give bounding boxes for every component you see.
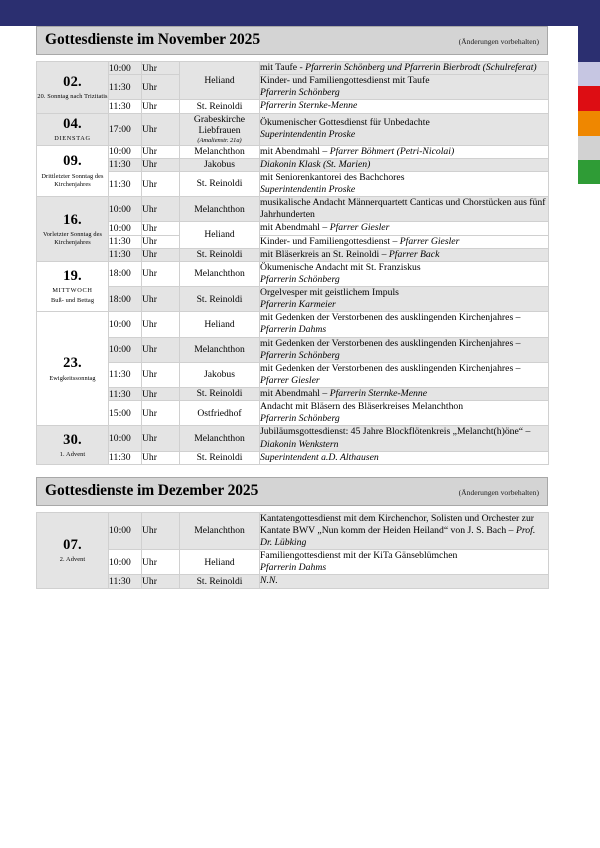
service-time: 10:00 [109,512,142,549]
service-description: Orgelvesper mit geistlichem Impuls Pfarrerin Karmeier [260,287,549,312]
schedule-section [0,26,578,465]
time-unit-label: Uhr [142,100,180,113]
service-location [180,451,260,464]
location-name: Heliand [204,75,235,87]
service-row [37,235,549,248]
time-unit-label: Uhr [142,362,180,387]
time-unit-label: Uhr [142,287,180,312]
service-time: 11:30 [109,75,142,100]
service-time: 11:30 [109,171,142,196]
section-title-text: Gottesdienste im Dezember 2025 [45,481,259,499]
time-unit-label: Uhr [142,426,180,451]
service-description: Andacht mit Bläsern des Bläserkreises Melanchthon Pfarrerin Schönberg [260,401,549,426]
date-day-number: 04. [63,115,82,132]
service-description: Kinder- und Familiengottesdienst mit Taufe Pfarrerin Schönberg [260,75,549,100]
service-row [37,197,549,222]
service-description: Ökumenische Andacht mit St. Franziskus Pfarrerin Schönberg [260,261,549,286]
service-location [180,312,260,337]
service-location [180,550,260,575]
service-description: musikalische Andacht Männerquartett Canticas und Chorstücken aus fünf Jahrhunderten [260,197,549,222]
time-unit-label: Uhr [142,248,180,261]
service-row [37,113,549,145]
service-location [180,158,260,171]
date-day-number: 07. [63,536,82,553]
service-description: Ökumenischer Gottesdienst für Unbedachte Superintendentin Proske [260,113,549,145]
date-cell [37,426,109,464]
location-name: Heliand [204,556,235,568]
service-location [180,337,260,362]
service-time: 11:30 [109,100,142,113]
service-time: 10:00 [109,222,142,235]
service-time: 10:00 [109,550,142,575]
service-location [180,222,260,248]
date-day-number: 02. [63,73,82,90]
service-location [180,145,260,158]
service-row [37,158,549,171]
service-description: N.N. [260,575,549,588]
service-location [180,388,260,401]
schedule-table [36,512,549,589]
time-unit-label: Uhr [142,235,180,248]
date-occasion-label: Vorletzter Sonntag des Kirchenjahres [42,230,103,246]
service-location [180,100,260,113]
service-description: Pfarrerin Sternke-Menne [260,100,549,113]
time-unit-label: Uhr [142,512,180,549]
swatch-navy [578,0,600,62]
service-time: 10:00 [109,197,142,222]
service-row [37,100,549,113]
top-bleed-band [0,0,600,26]
service-time: 17:00 [109,113,142,145]
service-time: 11:30 [109,451,142,464]
location-name: St. Reinoldi [196,249,243,261]
service-time: 11:30 [109,248,142,261]
service-time: 18:00 [109,261,142,286]
time-unit-label: Uhr [142,261,180,286]
schedule-table [36,61,549,465]
service-description: mit Taufe - Pfarrerin Schönberg und Pfarrerin Bierbrodt (Schulreferat) [260,62,549,75]
date-occasion-label: Ewigkeitssonntag [49,374,96,382]
date-cell [37,261,109,312]
location-name: Melanchthon [194,344,245,356]
service-description: Familiengottesdienst mit der KiTa Gänseblümchen Pfarrerin Dahms [260,550,549,575]
section-header [36,26,548,55]
service-time: 11:30 [109,158,142,171]
date-cell [37,113,109,145]
service-location [180,171,260,196]
swatch-green [578,160,600,184]
location-name: Grabeskirche Liebfrauen [193,113,246,136]
service-location [180,62,260,100]
time-unit-label: Uhr [142,62,180,75]
location-name: St. Reinoldi [196,575,243,587]
service-row [37,512,549,549]
service-time: 10:00 [109,145,142,158]
service-row [37,222,549,235]
service-location [180,362,260,387]
service-row [37,287,549,312]
location-name: Heliand [204,229,235,241]
time-unit-label: Uhr [142,388,180,401]
time-unit-label: Uhr [142,312,180,337]
service-location [180,113,260,145]
service-time: 11:30 [109,388,142,401]
date-cell [37,145,109,197]
time-unit-label: Uhr [142,197,180,222]
location-address: (Amalienstr. 21a) [197,137,242,145]
swatch-red [578,86,600,111]
service-row [37,248,549,261]
location-name: Jakobus [204,369,235,381]
service-row [37,337,549,362]
service-location [180,401,260,426]
date-weekday-label: DIENSTAG [54,135,91,143]
service-row [37,426,549,451]
date-occasion-label: 2. Advent [59,555,86,563]
service-row [37,388,549,401]
service-description: mit Seniorenkantorei des Bachchores Superintendentin Proske [260,171,549,196]
service-location [180,575,260,588]
service-location [180,248,260,261]
location-name: St. Reinoldi [196,293,243,305]
schedule-section [0,465,578,589]
service-row [37,75,549,100]
service-description: Kantatengottesdienst mit dem Kirchenchor, Solisten und Orchester zur Kantate BWV „Nun komm der Heiden Heiland“ von J. S. Bach – Prof. Dr. Lübking [260,512,549,549]
swatch-lavender [578,62,600,86]
sections-container [0,26,578,589]
service-location [180,512,260,549]
service-row [37,145,549,158]
section-spacer [0,465,578,477]
service-description: mit Gedenken der Verstorbenen des ausklingenden Kirchenjahres – Pfarrerin Dahms [260,312,549,337]
date-cell [37,512,109,588]
service-time: 11:30 [109,575,142,588]
time-unit-label: Uhr [142,75,180,100]
time-unit-label: Uhr [142,222,180,235]
service-description: mit Abendmahl – Pfarrer Böhmert (Petri-Nicolai) [260,145,549,158]
time-unit-label: Uhr [142,401,180,426]
service-row [37,451,549,464]
service-description: Diakonin Klask (St. Marien) [260,158,549,171]
time-unit-label: Uhr [142,145,180,158]
service-time: 11:30 [109,362,142,387]
location-name: Melanchthon [194,525,245,537]
section-header [36,477,548,506]
service-time: 10:00 [109,426,142,451]
service-time: 15:00 [109,401,142,426]
service-description: mit Abendmahl – Pfarrerin Sternke-Menne [260,388,549,401]
section-title-text: Gottesdienste im November 2025 [45,31,260,48]
service-description: mit Gedenken der Verstorbenen des ausklingenden Kirchenjahres – Pfarrer Giesler [260,362,549,387]
time-unit-label: Uhr [142,158,180,171]
location-name: Ostfriedhof [197,407,242,419]
service-location [180,426,260,451]
date-cell [37,312,109,426]
service-description: Superintendent a.D. Althausen [260,451,549,464]
service-description: mit Bläserkreis an St. Reinoldi – Pfarrer Back [260,248,549,261]
service-row [37,171,549,196]
date-occasion-label: 20. Sonntag nach Trizitatis [37,92,108,100]
time-unit-label: Uhr [142,575,180,588]
service-row [37,550,549,575]
service-row [37,575,549,588]
service-row [37,62,549,75]
location-name: Jakobus [204,159,235,171]
location-name: St. Reinoldi [196,388,243,400]
location-name: St. Reinoldi [196,178,243,190]
location-name: Melanchthon [194,268,245,280]
location-name: Melanchthon [194,203,245,215]
service-time: 10:00 [109,312,142,337]
swatch-light-gray [578,136,600,160]
date-occasion-label: Drittletzter Sonntag des Kirchenjahres [41,172,104,188]
date-cell [37,197,109,262]
service-location [180,287,260,312]
location-name: St. Reinoldi [196,100,243,112]
service-description: mit Gedenken der Verstorbenen des ausklingenden Kirchenjahres – Pfarrerin Schönberg [260,337,549,362]
location-name: Melanchthon [194,146,245,158]
date-occasion-label: Buß- und Bettag [50,297,95,305]
swatch-orange [578,111,600,136]
service-time: 18:00 [109,287,142,312]
service-row [37,362,549,387]
service-location [180,197,260,222]
service-time: 10:00 [109,62,142,75]
date-occasion-label: 1. Advent [59,450,86,458]
changes-reserved-note: (Änderungen vorbehalten) [458,487,539,497]
time-unit-label: Uhr [142,171,180,196]
color-calibration-swatches [578,0,600,184]
service-row [37,261,549,286]
service-schedule-sheet [0,26,578,848]
location-name: St. Reinoldi [196,452,243,464]
service-row [37,401,549,426]
service-location [180,261,260,286]
time-unit-label: Uhr [142,337,180,362]
date-day-number: 19. [63,267,82,284]
date-day-number: 09. [63,153,82,170]
changes-reserved-note: (Änderungen vorbehalten) [458,37,539,46]
service-description: Kinder- und Familiengottesdienst – Pfarrer Giesler [260,235,549,248]
date-day-number: 23. [63,355,82,372]
service-description: mit Abendmahl – Pfarrer Giesler [260,222,549,235]
date-day-number: 16. [63,211,82,228]
service-time: 11:30 [109,235,142,248]
location-name: Heliand [204,318,235,330]
location-name: Melanchthon [194,432,245,444]
time-unit-label: Uhr [142,113,180,145]
date-weekday-label: MITTWOCH [52,287,93,295]
time-unit-label: Uhr [142,550,180,575]
date-cell [37,62,109,114]
date-day-number: 30. [63,431,82,448]
service-description: Jubiläumsgottesdienst: 45 Jahre Blockflötenkreis „Melancht(h)öne“ – Diakonin Wenkstern [260,426,549,451]
time-unit-label: Uhr [142,451,180,464]
service-row [37,312,549,337]
service-time: 10:00 [109,337,142,362]
